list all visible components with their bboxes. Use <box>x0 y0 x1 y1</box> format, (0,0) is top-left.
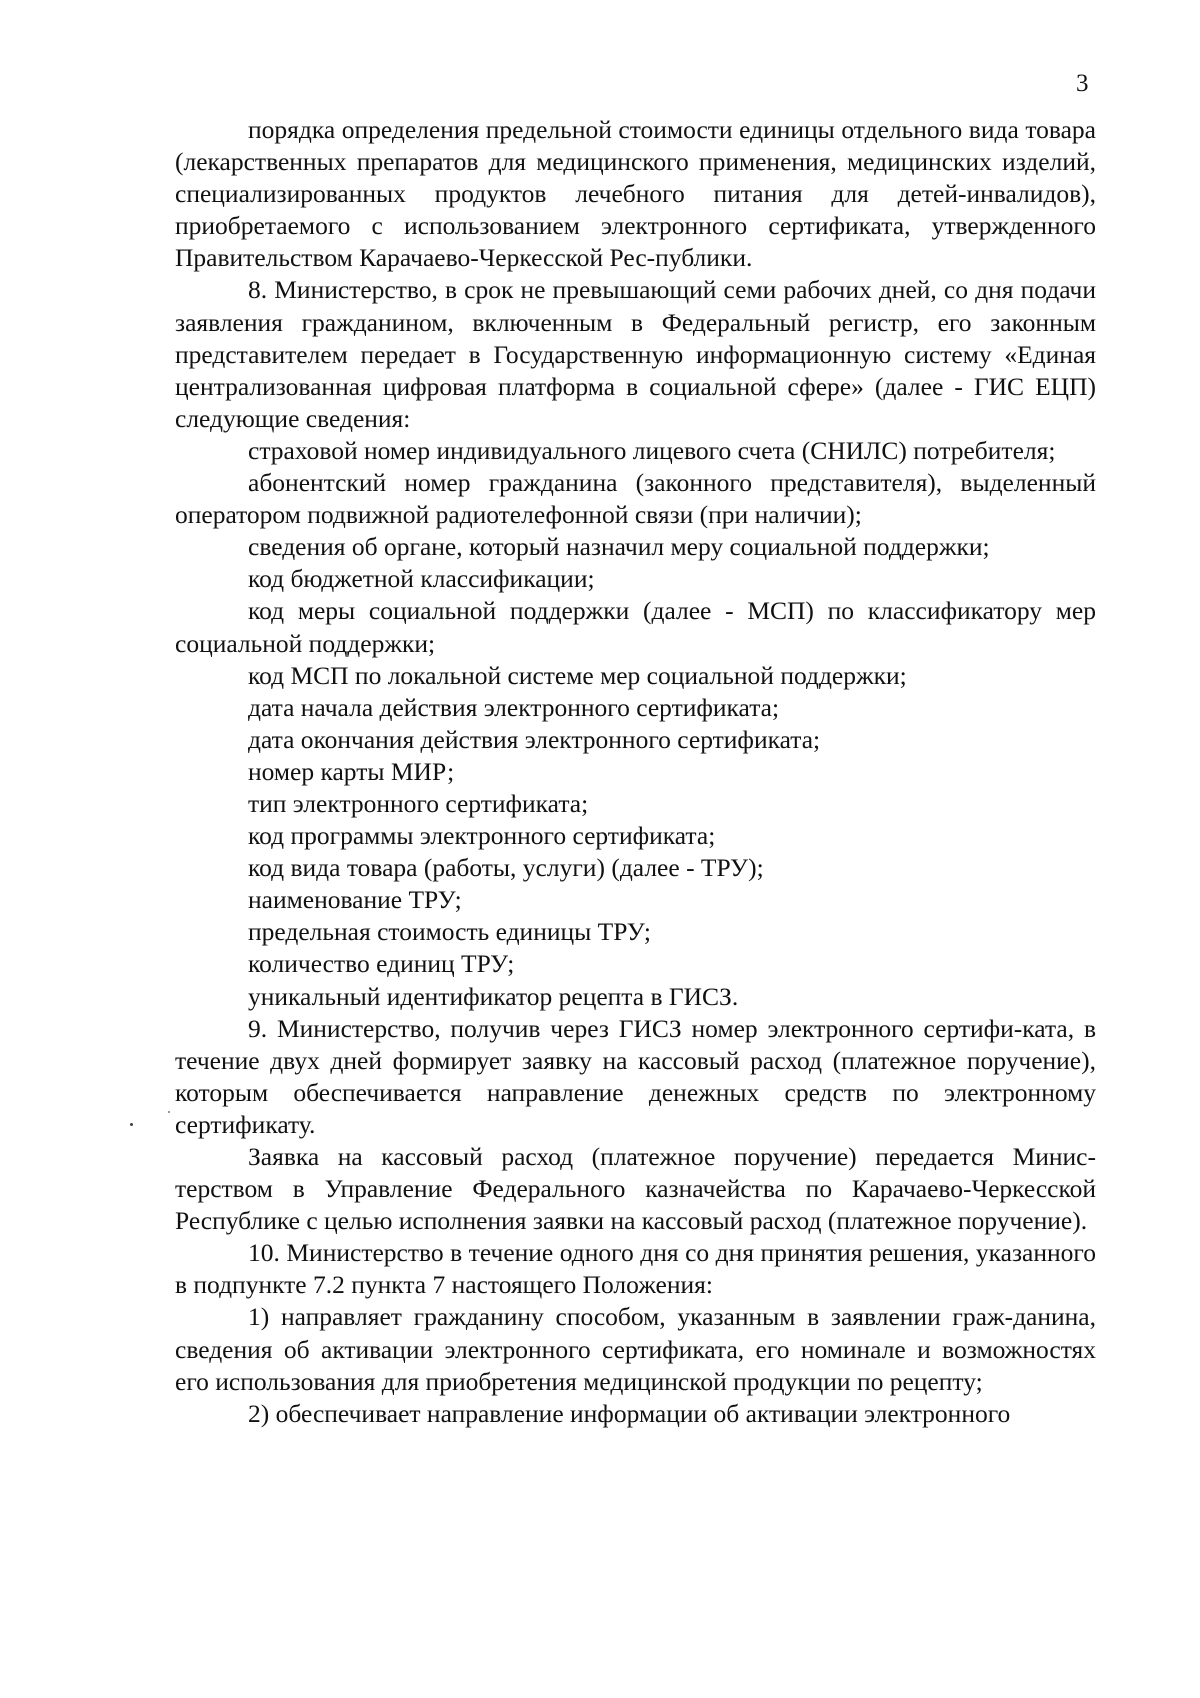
paragraph-item-10-2: 2) обеспечивает направление информации об активации электронного <box>248 1398 1011 1428</box>
paragraph-item-9: 9. Министерство, получив через ГИСЗ номер электронного сертифи-ката, в течение двух дней формирует заявку на кассовый расход (платежное поручение), которым обеспечивается направление денежных средств по электронному сертификату. <box>175 1013 1096 1139</box>
list-item-tru-price: предельная стоимость единицы ТРУ; <box>248 917 651 947</box>
list-item-budget-code: код бюджетной классификации; <box>248 564 595 594</box>
scan-speck <box>130 1123 133 1126</box>
list-item-authority: сведения об органе, который назначил меру социальной поддержки; <box>248 532 990 562</box>
scan-speck <box>168 1111 170 1113</box>
list-item-end-date: дата окончания действия электронного сертификата; <box>248 724 821 754</box>
document-body <box>175 114 1096 1430</box>
list-item-phone-number: абонентский номер гражданина (законного представителя), выделенный оператором подвижной радиотелефонной связи (при наличии); <box>175 468 1096 530</box>
list-item-tru-quantity: количество единиц ТРУ; <box>248 949 515 979</box>
list-item-tru-name: наименование ТРУ; <box>248 885 462 915</box>
list-item-msp-code: код меры социальной поддержки (далее - МСП) по классификатору мер социальной поддержки; <box>175 596 1096 658</box>
paragraph-item-10-1: 1) направляет гражданину способом, указанным в заявлении граж-данина, сведения об активации электронного сертификата, его номинале и возможностях его использования для приобретения медицинской продукции по рецепту; <box>175 1302 1096 1396</box>
list-item-snils: страховой номер индивидуального лицевого счета (СНИЛС) потребителя; <box>248 435 1056 465</box>
paragraph-item-10: 10. Министерство в течение одного дня со дня принятия решения, указанного в подпункте 7.2 пункта 7 настоящего Положения: <box>175 1238 1096 1300</box>
paragraph-intro-continuation: порядка определения предельной стоимости единицы отдельного вида товара (лекарственных препаратов для медицинского применения, медицинских изделий, специализированных продуктов лечебного питания для детей-инвалидов), приобретаемого с использованием электронного сертификата, утвержденного Правительством Карачаево-Черкесской Рес-публики. <box>175 115 1096 273</box>
list-item-certificate-type: тип электронного сертификата; <box>248 788 589 818</box>
list-item-tru-code: код вида товара (работы, услуги) (далее - ТРУ); <box>248 853 764 883</box>
paragraph-item-8: 8. Министерство, в срок не превышающий семи рабочих дней, со дня подачи заявления гражданином, включенным в Федеральный регистр, его законным представителем передает в Государственную информационную систему «Единая централизованная цифровая платформа в социальной сфере» (далее - ГИС ЕЦП) следующие сведения: <box>175 275 1096 433</box>
page-number: 3 <box>1076 70 1089 97</box>
list-item-mir-card: номер карты МИР; <box>248 756 455 786</box>
list-item-msp-local-code: код МСП по локальной системе мер социальной поддержки; <box>248 660 907 690</box>
list-item-program-code: код программы электронного сертификата; <box>248 821 716 851</box>
list-item-start-date: дата начала действия электронного сертификата; <box>248 692 780 722</box>
list-item-prescription-id: уникальный идентификатор рецепта в ГИСЗ. <box>248 981 739 1011</box>
paragraph-payment-order: Заявка на кассовый расход (платежное поручение) передается Минис-терством в Управление Федерального казначейства по Карачаево-Черкесской Республике с целью исполнения заявки на кассовый расход (платежное поручение). <box>175 1142 1096 1236</box>
